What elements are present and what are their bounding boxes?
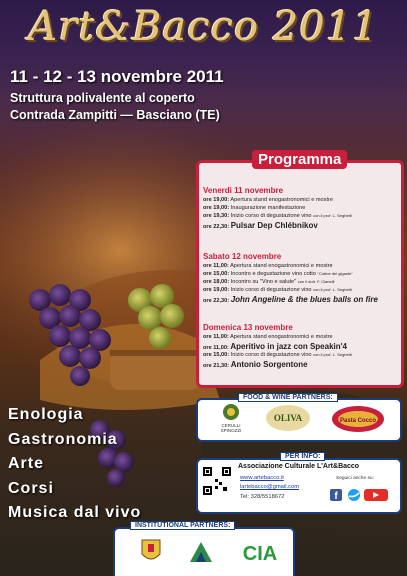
event-item: ore 11,00: Apertura stand enogastronomici e mostre [203,263,333,269]
topic-item: Corsi [8,479,54,497]
youtube-icon[interactable] [364,489,388,501]
partner-logo-oliva [262,402,314,435]
event-item: ore 15,00: Incontro e degustazione vino cotto "Cottoe del gigante" [203,271,353,277]
event-item: ore 19,00: Inaugurazione manifestazione [203,205,306,211]
telephone: Tel: 328/5518672 [240,494,285,500]
svg-text:f: f [334,491,338,502]
partner-logo-pasta [330,404,386,435]
follow-label: Seguici anche su: [336,476,374,481]
pasta-logo-icon [330,404,386,434]
svg-text:CIA: CIA [242,543,278,564]
province-logo-icon [186,538,216,566]
programma-heading: Programma [252,150,347,169]
event-item: ore 19,00: Apertura stand enogastronomici e mostre [203,197,333,203]
municipality-crest-icon [140,536,162,566]
institutional-heading: INSTITUTIONAL PARTNERS: [130,521,235,530]
event-item: ore 22,30: Pulsar Dep Chlébnikov [203,221,318,230]
qr-code-icon [202,466,232,496]
event-item: ore 19,30: Inizio corso di degustazione vino con il prof. L. Seghetti [203,213,352,219]
email-link[interactable]: lartebacco@gmail.com [240,484,300,490]
topic-item: Arte [8,455,45,472]
info-heading: PER INFO: [280,452,325,461]
twitter-icon[interactable] [348,489,360,501]
event-item: ore 18,00: Incontro su "Vino e salute" con il dott. F. Cianelli [203,279,335,285]
event-item: ore 19,00: Inizio corso di degustazione vino con il prof. L. Seghetti [203,287,352,293]
website-link[interactable]: www.artebacco.it [240,475,284,481]
topic-item: Enologia [8,406,84,423]
event-item: ore 11,00: Aperitivo in jazz con Speakin'4 [203,342,347,351]
topic-item: Gastronomia [8,430,118,448]
facebook-icon[interactable] [330,489,342,502]
cia-logo-icon [242,538,278,564]
event-item: ore 11,00: Apertura stand enogastronomici e mostre [203,334,333,340]
day-label: Sabato 12 novembre [203,252,282,261]
event-item: ore 22,30: John Angeline & the blues balls on fire [203,295,378,304]
day-label: Venerdì 11 novembre [203,186,284,195]
topic-item: Musica dal vivo [8,504,142,521]
venue-line-2: Contrada Zampitti — Basciano (TE) [10,108,220,122]
day-label: Domenica 13 novembre [203,323,293,332]
venue-line-1: Struttura polivalente al coperto [10,91,195,105]
cerulli-logo-icon [221,402,241,422]
event-dates: 11 - 12 - 13 novembre 2011 [10,67,224,86]
partner-logo-cerulli: CERULLI SPINOZZI [212,402,250,433]
social-icons [330,487,400,503]
food-wine-heading: FOOD & WINE PARTNERS: [238,393,338,402]
oliva-logo-icon [263,402,313,434]
svg-text:Pasta Cocco: Pasta Cocco [339,418,377,424]
event-item: ore 21,30: Antonio Sorgentone [203,360,308,369]
association-name: Associazione Culturale L'Art&Bacco [238,463,360,470]
svg-text:OLIVA: OLIVA [273,413,303,423]
event-title: Art&Bacco 2011 [28,4,379,50]
event-item: ore 15,00: Inizio corso di degustazione vino con il prof. L. Seghetti [203,352,352,358]
topics-list [8,403,141,526]
